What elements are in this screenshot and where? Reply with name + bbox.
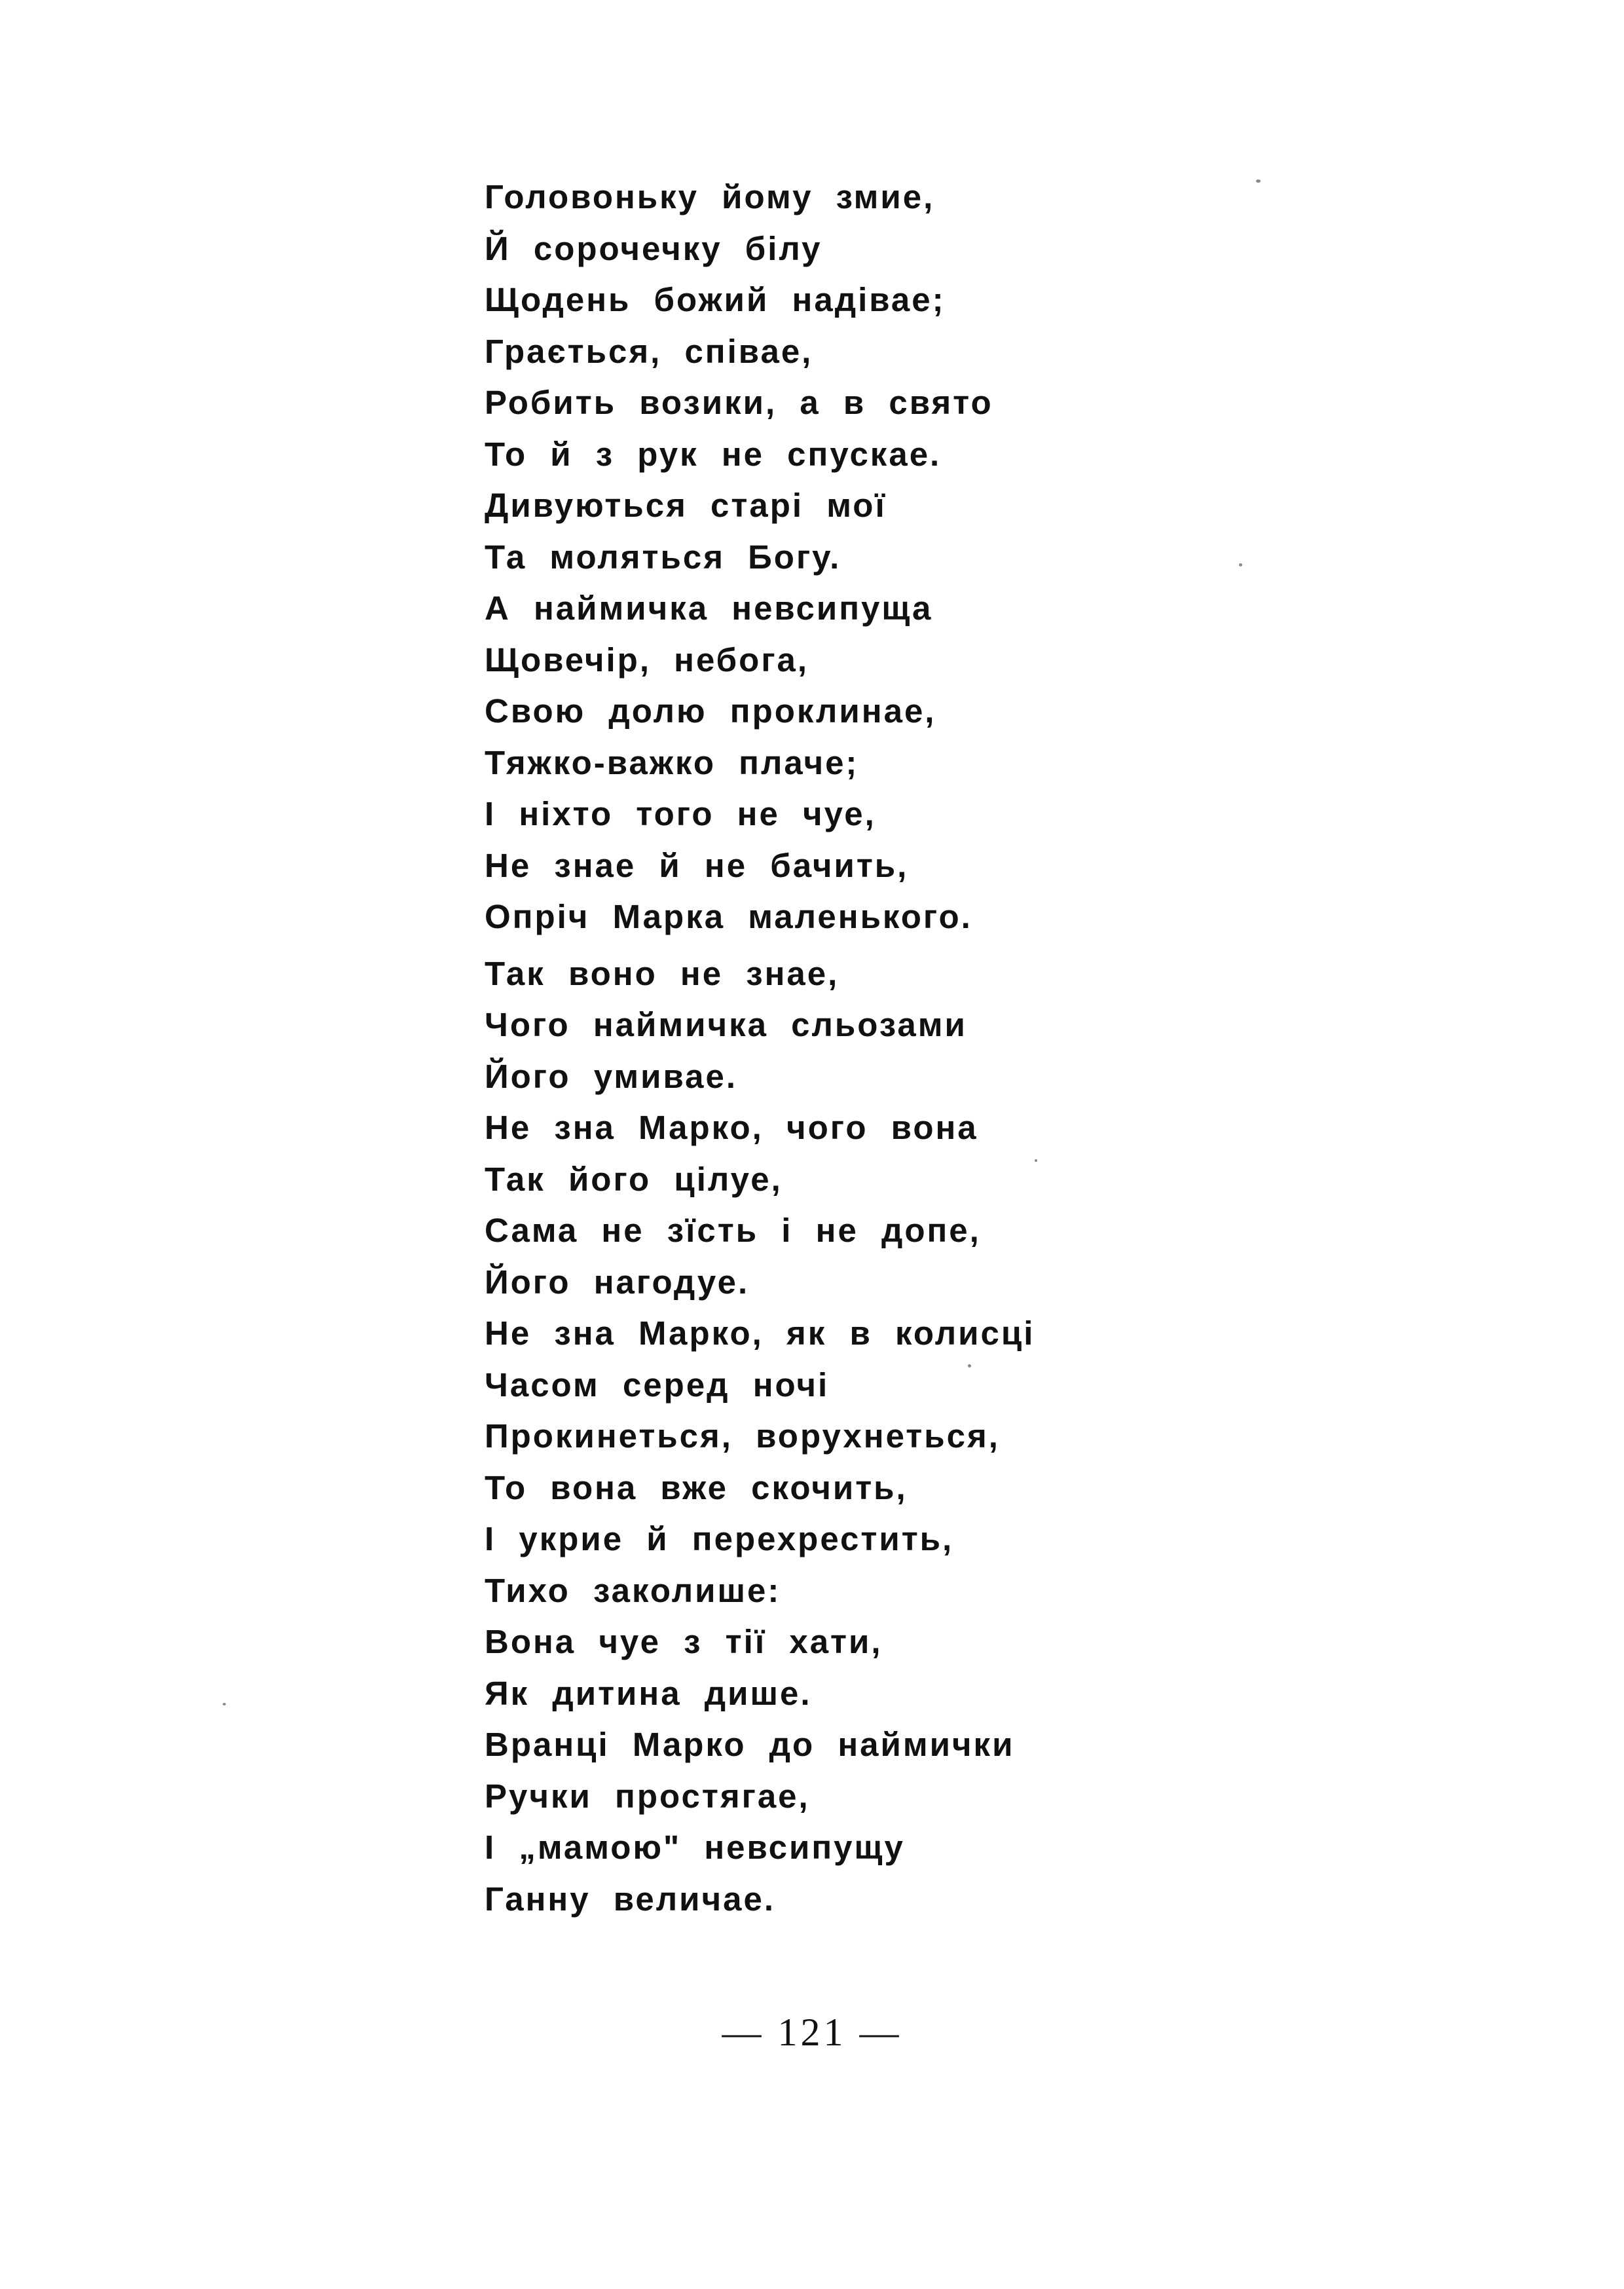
poem-line: Його нагодуе. [485,1263,750,1301]
poem-line: Не зна Марко, чого вона [485,1109,978,1146]
poem-line: І укрие й перехрестить, [485,1520,954,1557]
stanza-break [485,943,1401,948]
page-number: — 121 — [722,2011,902,2054]
poem-line: Не зна Марко, як в колисці [485,1314,1035,1352]
poem-line: Вона чуе з тії хати, [485,1623,883,1660]
poem-line: Дивуються старі мої [485,487,887,524]
poem-line: Так його цілуе, [485,1160,783,1198]
poem-line: Так воно не знае, [485,954,840,992]
poem-line: І „мамою" невсипущу [485,1829,905,1866]
poem-text [485,172,1401,1925]
poem-line: То й з рук не спускае. [485,435,942,473]
scan-speck [1239,563,1242,567]
poem-line: Головоньку йому змие, [485,178,935,215]
scan-speck [968,1364,971,1368]
poem-line: Щодень божий надівае; [485,281,946,318]
poem-line: Не знае й не бачить, [485,846,909,884]
poem-line: І ніхто того не чуе, [485,795,876,832]
poem-line: Часом серед ночі [485,1366,830,1404]
poem-line: Свою долю проклинае, [485,692,936,730]
poem-line: Тихо заколише: [485,1571,781,1609]
poem-line: Щовечір, небога, [485,641,809,679]
poem-line: Та моляться Богу. [485,538,841,576]
poem-line: То вона вже скочить, [485,1468,908,1506]
scan-speck [1035,1159,1037,1162]
scan-speck [223,1703,226,1705]
poem-line: Ручки простягае, [485,1777,810,1815]
scan-speck [1256,179,1261,183]
poem-line: Вранці Марко до наймички [485,1726,1015,1763]
poem-line: Його умивае. [485,1057,738,1095]
poem-line: Опріч Марка маленького. [485,898,972,935]
poem-line: Тяжко-важко плаче; [485,743,859,781]
poem-line: Ганну величае. [485,1880,776,1918]
poem-line: А наймичка невсипуща [485,589,933,627]
poem-line: Й сорочечку білу [485,229,822,267]
poem-line: Прокинеться, ворухнеться, [485,1417,1000,1455]
poem-line: Грається, співае, [485,332,813,370]
poem-line: Як дитина дише. [485,1674,812,1712]
poem-line: Чого наймичка сльозами [485,1006,967,1043]
poem-line: Сама не зїсть і не допе, [485,1212,981,1249]
poem-line: Робить возики, а в свято [485,384,993,421]
